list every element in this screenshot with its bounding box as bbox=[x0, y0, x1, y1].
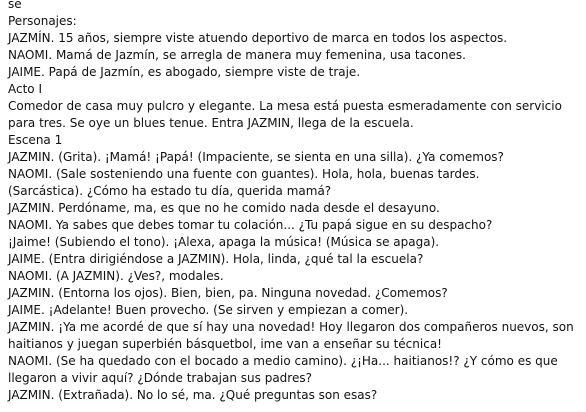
text-line: NAOMI. Mamá de Jazmín, se arregla de manera muy femenina, usa tacones. bbox=[8, 48, 466, 62]
text-line: se bbox=[8, 0, 22, 11]
text-line: JAIME. ¡Adelante! Buen provecho. (Se sirven y empiezan a comer). bbox=[8, 303, 409, 317]
text-line: JAZMIN. ¡Ya me acordé de que sí hay una novedad! Hoy llegaron dos compañeros nuevos, son bbox=[8, 320, 574, 334]
text-line: (Sarcástica). ¿Cómo ha estado tu día, querida mamá? bbox=[8, 184, 332, 198]
text-line: Escena 1 bbox=[8, 133, 63, 147]
text-line: Acto I bbox=[8, 82, 42, 96]
text-line: Comedor de casa muy pulcro y elegante. La mesa está puesta esmeradamente con servicio bbox=[8, 99, 562, 113]
text-line: JAIME. Papá de Jazmín, es abogado, siempre viste de traje. bbox=[8, 65, 361, 79]
text-line: NAOMI. (Se ha quedado con el bocado a medio camino). ¿¡Ha... haitianos!? ¿Y cómo es que bbox=[8, 354, 558, 368]
text-line: JAZMIN. (Entorna los ojos). Bien, bien, pa. Ninguna novedad. ¿Comemos? bbox=[8, 286, 448, 300]
text-line: JAZMIN. (Extrañada). No lo sé, ma. ¿Qué preguntas son esas? bbox=[8, 388, 378, 402]
text-line: llegaron a vivir aquí? ¿Dónde trabajan sus padres? bbox=[8, 371, 312, 385]
text-line: para tres. Se oye un blues tenue. Entra JAZMIN, llega de la escuela. bbox=[8, 116, 414, 130]
text-line: NAOMI. (A JAZMIN). ¿Ves?, modales. bbox=[8, 269, 224, 283]
text-line: NAOMI. (Sale sosteniendo una fuente con guantes). Hola, hola, buenas tardes. bbox=[8, 167, 480, 181]
text-line: JAIME. (Entra dirigiéndose a JAZMIN). Hola, linda, ¿qué tal la escuela? bbox=[8, 252, 424, 266]
text-line: Personajes: bbox=[8, 14, 77, 28]
text-line: JAZMÍN. 15 años, siempre viste atuendo deportivo de marca en todos los aspectos. bbox=[8, 31, 508, 45]
text-line: ¡Jaime! (Subiendo el tono). ¡Alexa, apaga la música! (Música se apaga). bbox=[8, 235, 440, 249]
text-line: JAZMIN. Perdóname, ma, es que no he comido nada desde el desayuno. bbox=[8, 201, 440, 215]
text-line: JAZMIN. (Grita). ¡Mamá! ¡Papá! (Impaciente, se sienta en una silla). ¿Ya comemos? bbox=[8, 150, 504, 164]
text-line: NAOMI. Ya sabes que debes tomar tu colación... ¿Tu papá sigue en su despacho? bbox=[8, 218, 493, 232]
text-line: haitianos y juegan superbién básquetbol, ime van a enseñar su técnica! bbox=[8, 337, 442, 351]
